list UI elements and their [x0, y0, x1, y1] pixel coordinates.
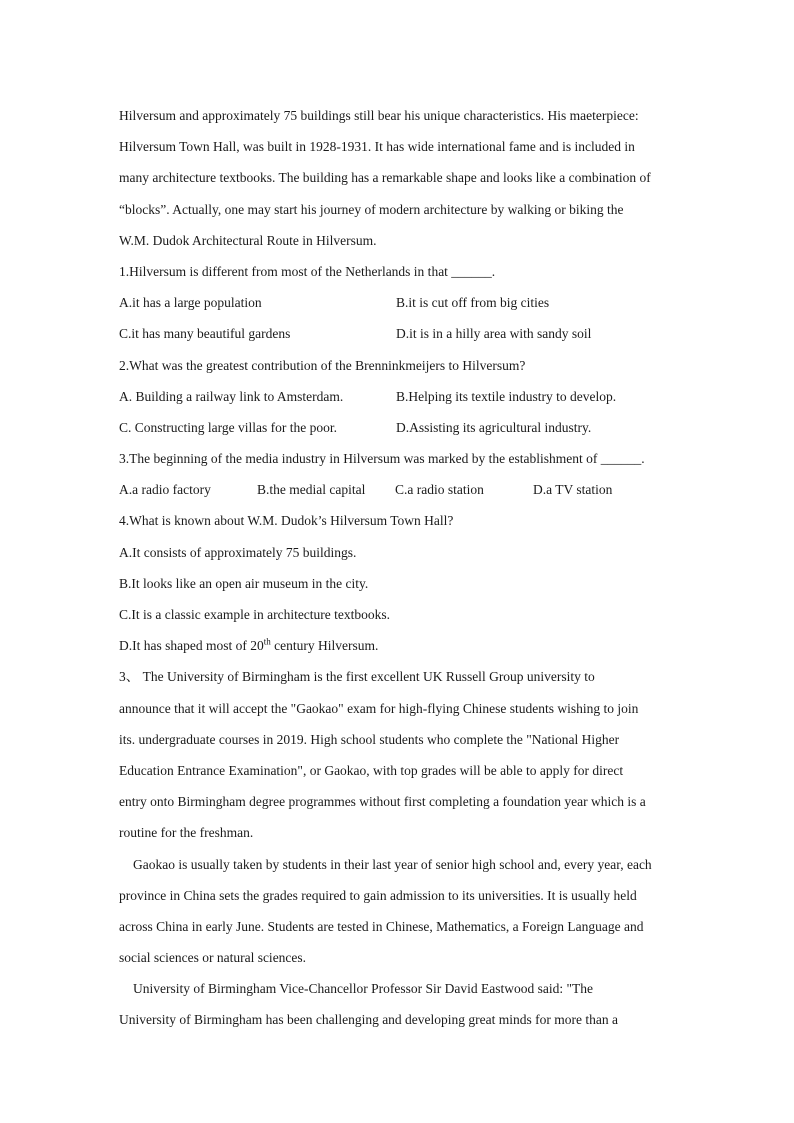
passage-b-p1-line: 3、 The University of Birmingham is the first excellent UK Russell Group university to: [119, 669, 595, 685]
passage-b-p2-line: across China in early June. Students are tested in Chinese, Mathematics, a Foreign Language and: [119, 918, 644, 934]
question-3-option-c: C.a radio station: [395, 482, 484, 498]
passage-b-p1-line: its. undergraduate courses in 2019. High school students who complete the "National Higher: [119, 731, 620, 747]
question-3-option-b: B.the medial capital: [257, 482, 366, 498]
question-3-options-row: [119, 474, 679, 505]
question-2-option-a: A. Building a railway link to Amsterdam.: [119, 388, 344, 404]
question-3-stem: 3.The beginning of the media industry in Hilversum was marked by the establishment of ______.: [119, 451, 645, 467]
passage-a-line: “blocks”. Actually, one may start his journey of modern architecture by walking or biking the: [119, 201, 624, 217]
passage-b-p1-line: entry onto Birmingham degree programmes without first completing a foundation year which is a: [119, 794, 646, 810]
question-4-option-c: C.It is a classic example in architecture textbooks.: [119, 607, 391, 622]
question-4-option-b: B.It looks like an open air museum in the city.: [119, 575, 369, 591]
passage-b-p1-line: routine for the freshman.: [119, 825, 254, 841]
question-1-option-b: B.it is cut off from big cities: [396, 295, 550, 311]
passage-b-p1-line: Education Entrance Examination", or Gaokao, with top grades will be able to apply for direct: [119, 762, 624, 778]
question-1-options-row-2: [119, 318, 679, 349]
passage-b-p2-line: social sciences or natural sciences.: [119, 950, 307, 966]
question-1-option-c: C.it has many beautiful gardens: [119, 326, 291, 342]
question-2-option-b: B.Helping its textile industry to develop.: [396, 388, 617, 404]
passage-a-line: Hilversum Town Hall, was built in 1928-1931. It has wide international fame and is included in: [119, 139, 635, 155]
question-3-option-d: D.a TV station: [533, 482, 613, 498]
question-4-option-d: [119, 630, 679, 661]
question-1-option-a: A.it has a large population: [119, 295, 262, 311]
question-2-options-row-2: [119, 412, 679, 443]
question-2-options-row-1: [119, 381, 679, 412]
question-2-stem: 2.What was the greatest contribution of the Brenninkmeijers to Hilversum?: [119, 357, 526, 373]
question-4-option-d-text: D.It has shaped most of 20: [119, 638, 264, 654]
passage-a-line: W.M. Dudok Architectural Route in Hilversum.: [119, 232, 377, 248]
passage-a-line: Hilversum and approximately 75 buildings still bear his unique characteristics. His maeterpiece:: [119, 108, 639, 123]
question-2-option-d: D.Assisting its agricultural industry.: [396, 419, 592, 435]
passage-b-p2-line: Gaokao is usually taken by students in their last year of senior high school and, every year, each: [133, 856, 652, 872]
passage-a-line: many architecture textbooks. The building has a remarkable shape and looks like a combination of: [119, 170, 651, 186]
question-4-option-a: A.It consists of approximately 75 buildings.: [119, 544, 357, 560]
passage-b-p3-line: University of Birmingham Vice-Chancellor Professor Sir David Eastwood said: "The: [133, 981, 593, 997]
passage-b-p1-line: announce that it will accept the "Gaokao" exam for high-flying Chinese students wishing to join: [119, 700, 639, 716]
passage-b-p3-line: University of Birmingham has been challenging and developing great minds for more than a: [119, 1012, 618, 1028]
question-4-stem: 4.What is known about W.M. Dudok’s Hilversum Town Hall?: [119, 513, 454, 529]
superscript-th: th: [263, 636, 271, 647]
question-1-stem: 1.Hilversum is different from most of the Netherlands in that ______.: [119, 263, 496, 279]
question-2-option-c: C. Constructing large villas for the poor.: [119, 419, 337, 435]
document-content: [119, 100, 679, 1036]
question-1-options-row-1: [119, 287, 679, 318]
question-3-option-a: A.a radio factory: [119, 482, 211, 498]
passage-b-p2-line: province in China sets the grades required to gain admission to its universities. It is usually held: [119, 887, 637, 903]
question-1-option-d: D.it is in a hilly area with sandy soil: [396, 326, 592, 342]
question-4-option-d-tail: century Hilversum.: [270, 638, 379, 654]
